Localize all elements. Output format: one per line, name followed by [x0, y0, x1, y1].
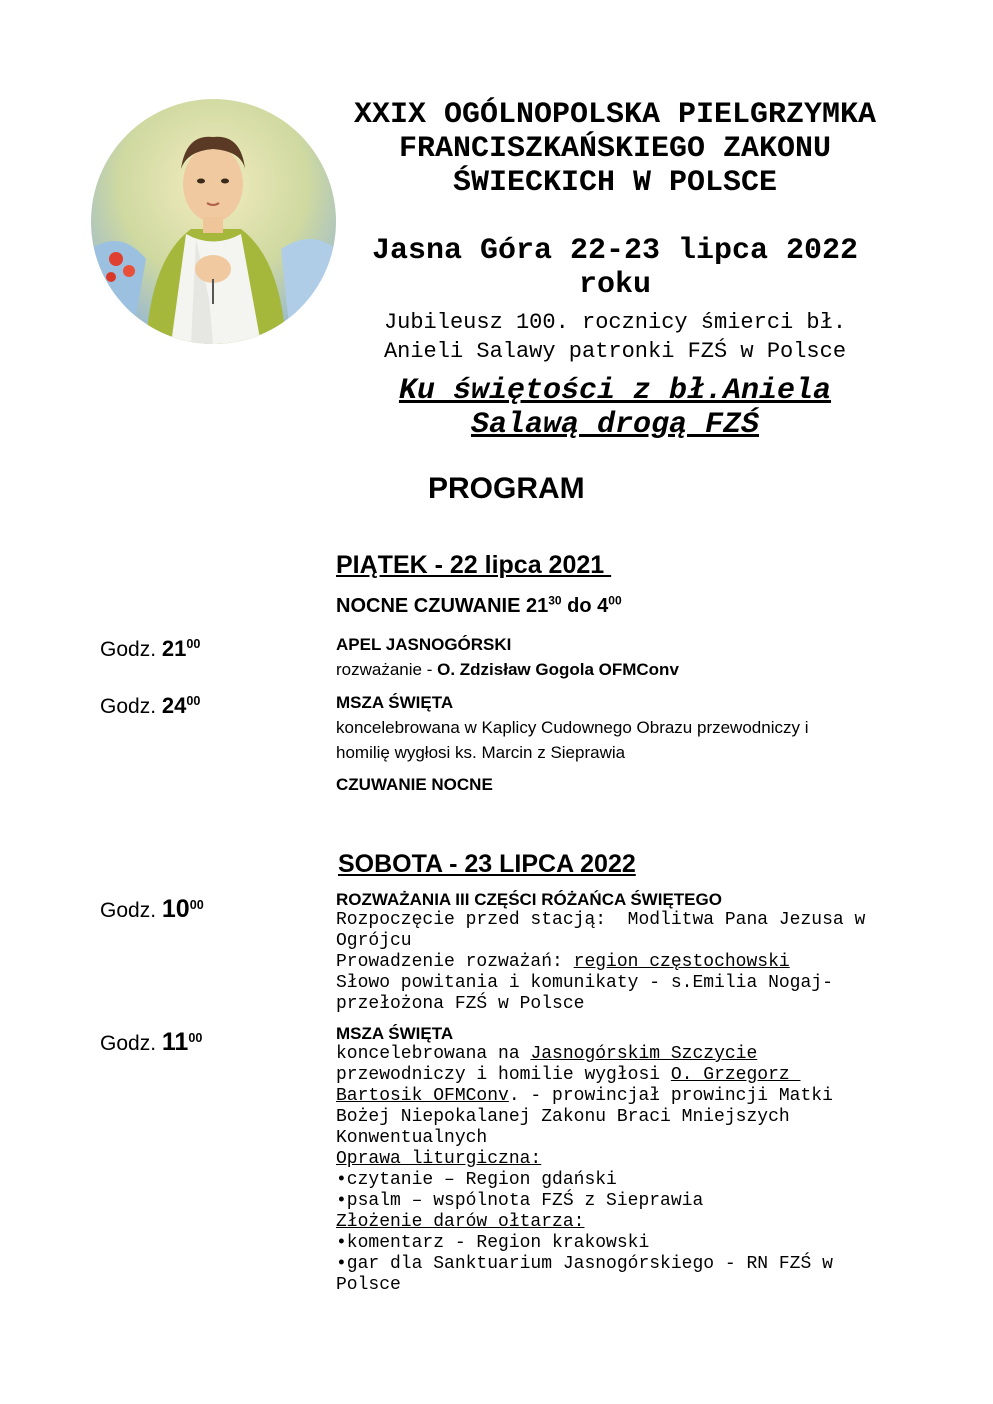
godz-label: Godz. [100, 1032, 157, 1055]
title-line: FRANCISZKAŃSKIEGO ZAKONU [398, 132, 832, 166]
time-label [100, 693, 200, 719]
entry-suffix: . - prowincjał prowincji Matki [508, 1086, 833, 1106]
entry-heading: ROZWAŻANIA III CZĘŚCI RÓŻAŃCA ŚWIĘTEGO [336, 890, 722, 909]
hour-value: 11 [161, 1028, 189, 1056]
entry-prefix: rozważanie - [336, 660, 438, 679]
entry-prefix: koncelebrowana na [336, 1044, 531, 1064]
schedule-entry [336, 1024, 936, 1296]
godz-label: Godz. [100, 899, 157, 922]
pilgrimage-title [340, 98, 890, 200]
jubilee-line: Jubileusz 100. rocznicy śmierci bł. [383, 310, 847, 335]
entry-line: Ogrójcu [336, 931, 412, 951]
place-link: Jasnogórskim Szczycie [530, 1044, 758, 1064]
liturgy-heading: Oprawa liturgiczna: [336, 1149, 542, 1169]
saturday-heading: SOBOTA - 23 LIPCA 2022 [338, 850, 636, 878]
hour-value: 10 [161, 895, 190, 923]
entry-prefix: przewodniczy i homilie wygłosi [336, 1065, 671, 1085]
entry-line: •gar dla Sanktuarium Jasnogórskiego - RN FZŚ w [336, 1254, 833, 1274]
entry-line [336, 1044, 936, 1065]
portrait-image [91, 99, 336, 344]
entry-line: •psalm – wspólnota FZŚ z Sieprawia [336, 1191, 704, 1211]
schedule-entry [336, 635, 679, 682]
entry-line [336, 657, 679, 682]
schedule-entry [336, 890, 936, 1015]
date-line: Jasna Góra 22-23 lipca 2022 [371, 234, 859, 268]
celebrant-link: O. Grzegorz [670, 1065, 801, 1085]
jubilee-text [340, 308, 890, 366]
vigil-mid: do 4 [561, 595, 609, 617]
godz-label: Godz. [100, 638, 157, 661]
night-vigil-end: CZUWANIE NOCNE [336, 775, 493, 794]
entry-line: Konwentualnych [336, 1128, 488, 1148]
entry-heading: APEL JASNOGÓRSKI [336, 635, 512, 654]
motto-line: Ku świętości z bł.Aniela [398, 374, 832, 408]
motto [340, 374, 890, 442]
entry-line: Bożej Niepokalanej Zakonu Braci Mniejszych [336, 1107, 790, 1127]
entry-line [336, 952, 936, 973]
entry-line: •czytanie – Region gdański [336, 1170, 617, 1190]
region-link: region częstochowski [573, 952, 790, 972]
date-line: roku [578, 268, 651, 302]
jubilee-line: Anieli Salawy patronki FZŚ w Polsce [383, 339, 847, 364]
entry-line: Polsce [336, 1275, 401, 1295]
hour-value: 24 [161, 693, 187, 718]
friday-heading: PIĄTEK - 22 lipca 2021 [336, 551, 612, 579]
entry-line: •komentarz - Region krakowski [336, 1233, 650, 1253]
celebrant-name: O. Zdzisław Gogola OFMConv [437, 660, 679, 679]
time-label [100, 1028, 202, 1057]
entry-prefix: Prowadzenie rozważań: [336, 952, 574, 972]
title-line: ŚWIECKICH W POLSCE [452, 166, 778, 200]
entry-line: przełożona FZŚ w Polsce [336, 994, 585, 1014]
entry-line: Słowo powitania i komunikaty - s.Emilia Nogaj- [336, 973, 833, 993]
entry-line [336, 1086, 936, 1107]
time-label [100, 895, 204, 924]
event-date [340, 234, 890, 302]
entry-line [336, 1065, 936, 1086]
program-heading: PROGRAM [428, 472, 585, 505]
gifts-heading: Złożenie darów ołtarza: [336, 1212, 585, 1232]
entry-line: Rozpoczęcie przed stacją: Modlitwa Pana Jezusa w [336, 910, 866, 930]
portrait-illustration [91, 99, 336, 344]
celebrant-link: Bartosik OFMConv [336, 1086, 509, 1106]
schedule-entry [336, 693, 808, 765]
vigil-minutes-end: 00 [608, 593, 622, 608]
minute-value: 00 [189, 898, 204, 912]
entry-heading: MSZA ŚWIĘTA [336, 693, 454, 712]
entry-heading: MSZA ŚWIĘTA [336, 1024, 454, 1043]
vigil-minutes-start: 30 [548, 593, 562, 608]
godz-label: Godz. [100, 695, 157, 718]
time-label [100, 636, 200, 662]
entry-line: koncelebrowana w Kaplicy Cudownego Obrazu przewodniczy i [336, 718, 809, 737]
night-vigil-heading [336, 595, 622, 618]
hour-value: 21 [161, 636, 187, 661]
vigil-prefix: NOCNE CZUWANIE 21 [336, 595, 549, 617]
minute-value: 00 [188, 1031, 203, 1045]
minute-value: 00 [186, 637, 201, 651]
entry-line: homilię wygłosi ks. Marcin z Sieprawia [336, 743, 626, 762]
motto-line: Salawą drogą FZŚ [470, 408, 760, 442]
title-line: XXIX OGÓLNOPOLSKA PIELGRZYMKA [353, 98, 877, 132]
minute-value: 00 [186, 694, 201, 708]
